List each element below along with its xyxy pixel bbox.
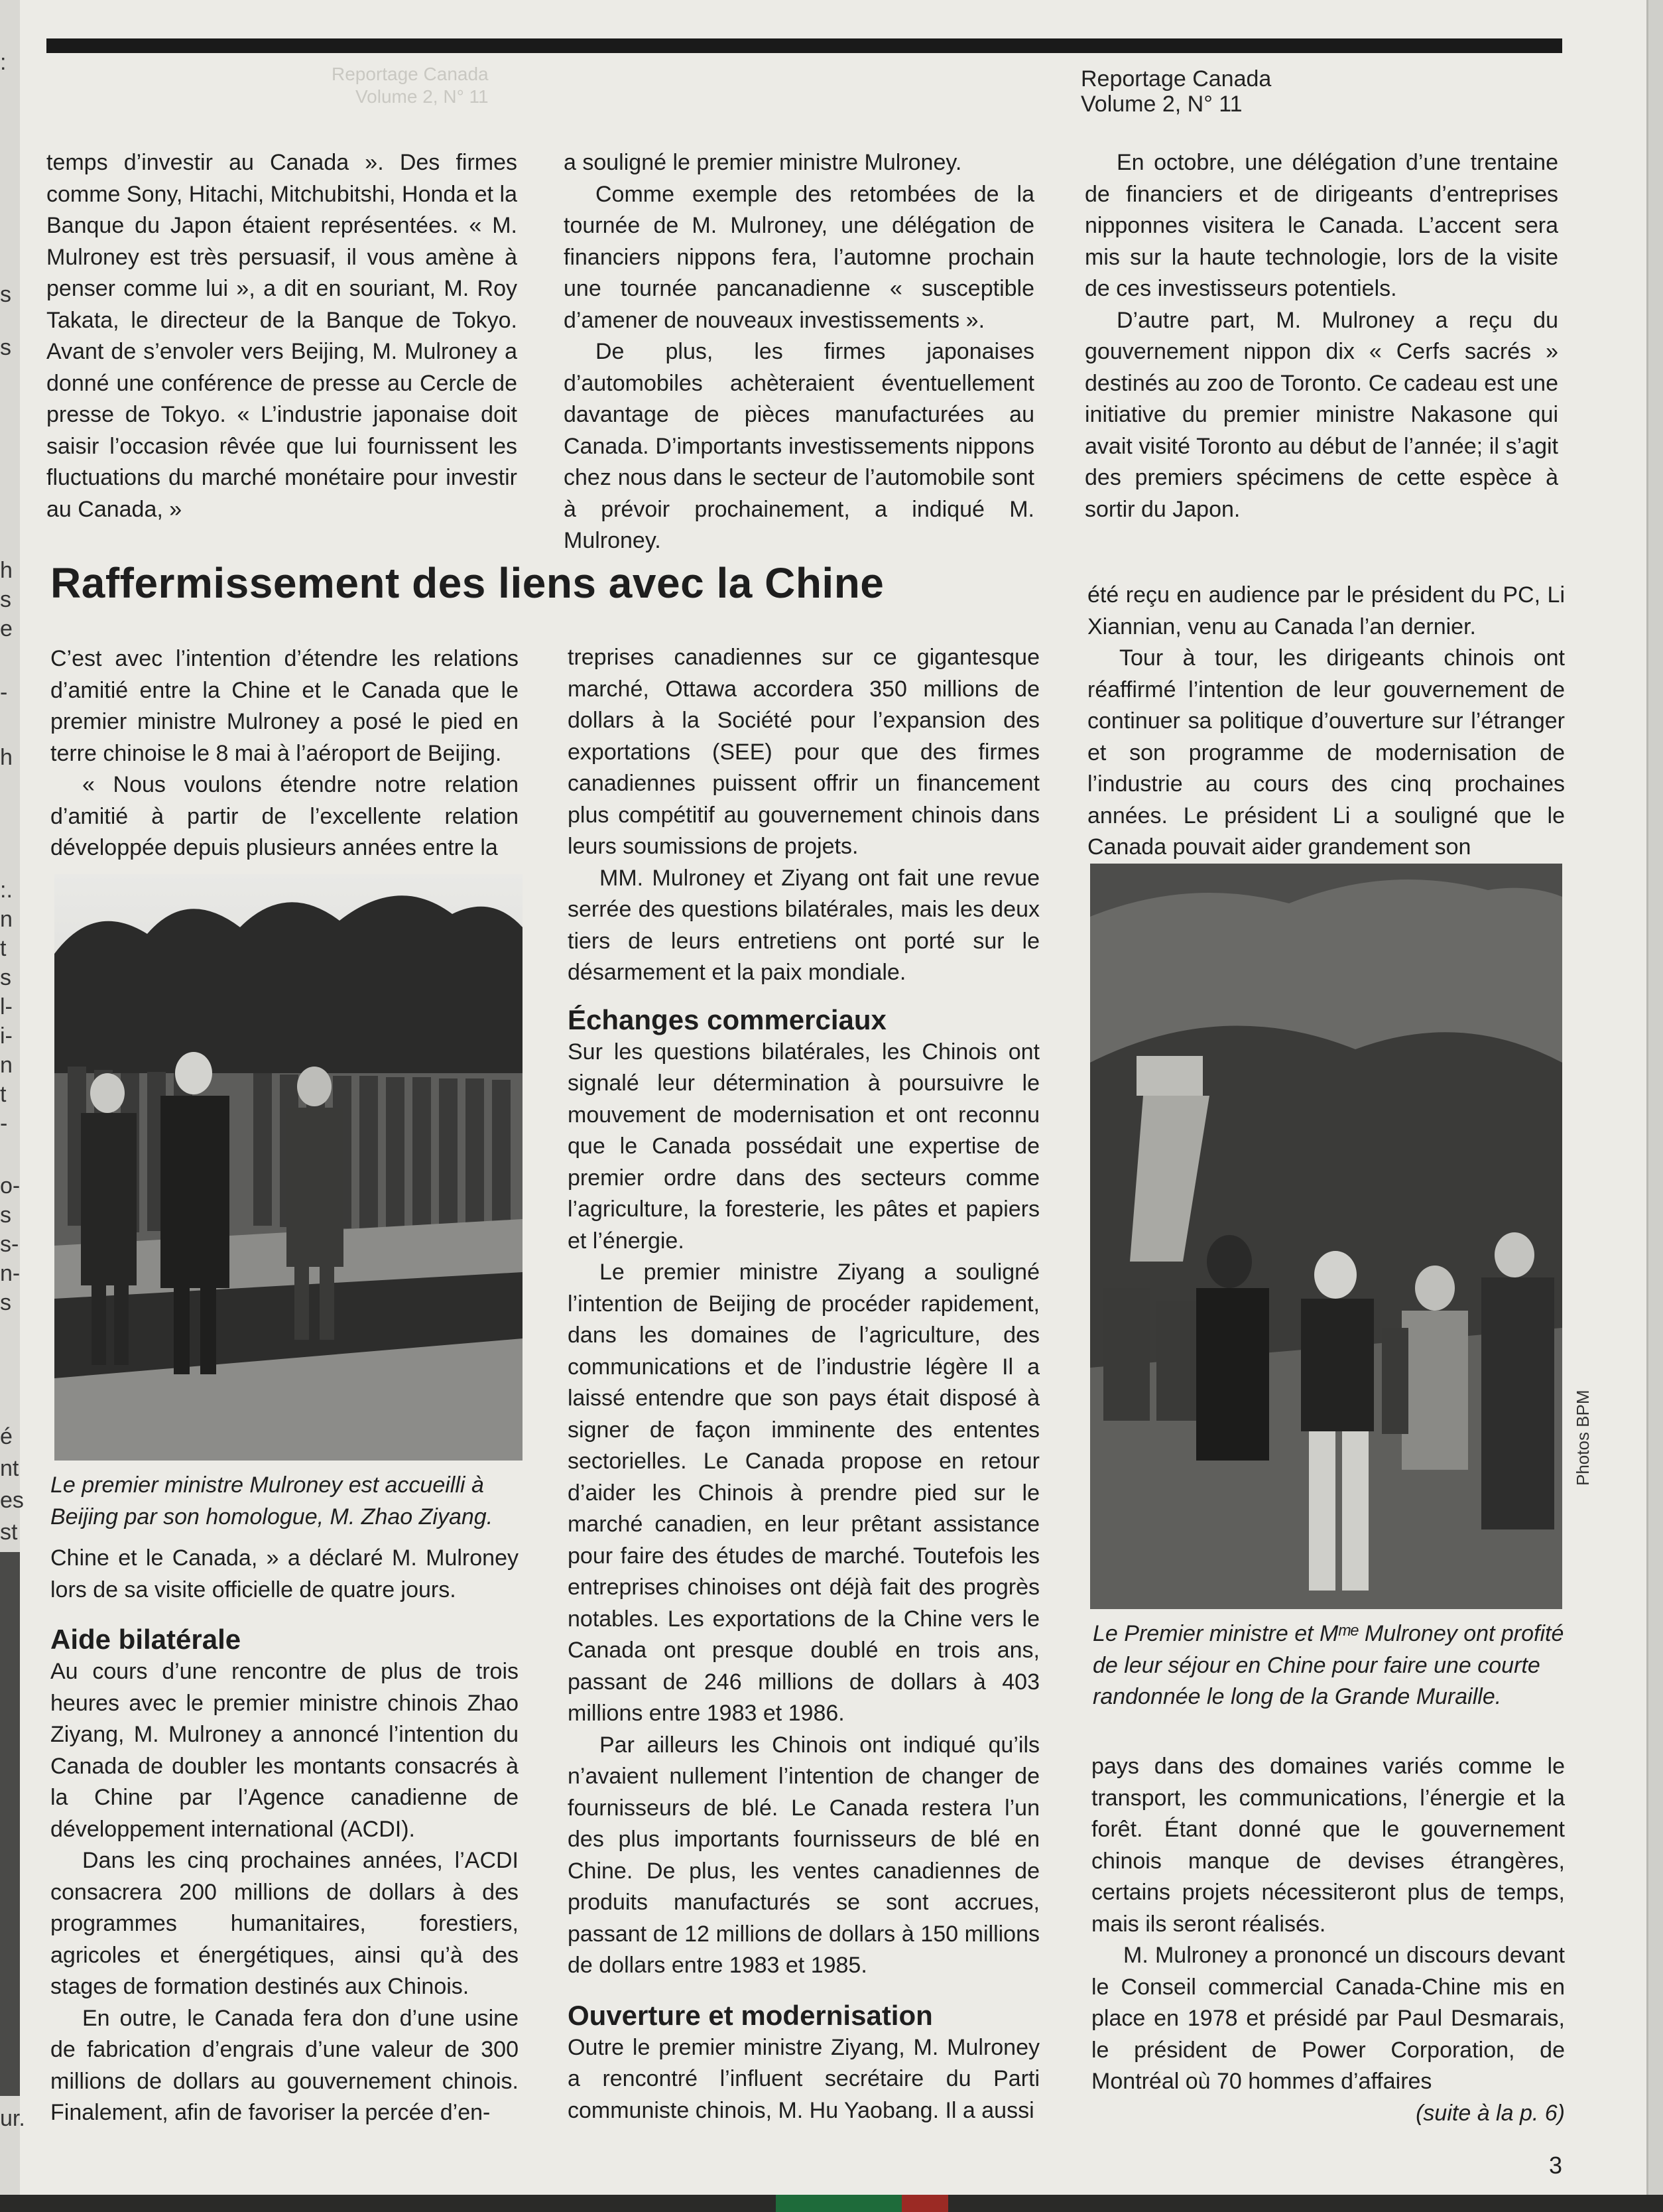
caption-text: Le Premier ministre et Mᵐᵉ Mulroney ont profité de leur séjour en Chine pour faire une courte randonnée le long de la Grande Muraille. bbox=[1093, 1621, 1564, 1709]
paragraph: Outre le premier ministre Ziyang, M. Mulroney a rencontré l’influent secrétaire du Parti communiste chinois, M. Hu Yaobang. Il a aussi bbox=[568, 2034, 1040, 2123]
ghost-line: Reportage Canada bbox=[332, 64, 489, 84]
article-column-1-bottom bbox=[50, 1543, 519, 2129]
paragraph: treprises canadiennes sur ce gigantesque marché, Ottawa accordera 350 millions de dollars à la Société pour l’expansion des exportations (SEE) pour que des firmes canadiennes puissent offrir un financement plus compétitif au gouvernement chinois dans leurs soumissions de projets. bbox=[568, 645, 1040, 859]
neighbor-fragment: - bbox=[0, 680, 8, 705]
photo-great-wall bbox=[1090, 864, 1562, 1609]
article-column-1-top bbox=[50, 643, 519, 864]
bottom-edge-strip bbox=[0, 2195, 1663, 2212]
continued-note: (suite à la p. 6) bbox=[1416, 2100, 1565, 2126]
page-gutter-right bbox=[1646, 0, 1663, 2212]
paragraph: a souligné le premier ministre Mulroney. bbox=[564, 150, 962, 175]
paragraph: MM. Mulroney et Ziyang ont fait une revue serrée des questions bilatérales, mais les deux tiers de leurs entretiens ont porté sur le désarmement et la paix mondiale. bbox=[568, 865, 1040, 985]
paragraph: Sur les questions bilatérales, les Chinois ont signalé leur détermination à poursuivre le mouvement de modernisation et ont reconnu que le Canada possédait une expertise de premier ordre dans des secteurs comme l’agriculture, la foresterie, les pâtes et papiers et l’énergie. bbox=[568, 1039, 1040, 1254]
paragraph: temps d’investir au Canada ». Des firmes comme Sony, Hitachi, Mitchubitshi, Honda et la Banque du Japon étaient représentées. « M. Mulroney est très persuasif, il vous amène à penser comme lui », a dit en souriant, M. Roy Takata, le directeur de la Banque de Tokyo. Avant de s’envoler vers Beijing, M. Mulroney a donné une conférence de presse au Cercle de presse de Tokyo. « L’industrie japonaise doit saisir l’occasion rêvée que lui fournissent les fluctuations du marché monétaire pour investir au Canada, » bbox=[46, 150, 517, 522]
paragraph: D’autre part, M. Mulroney a reçu du gouvernement nippon dix « Cerfs sacrés » destinés au zoo de Toronto. Ce cadeau est une initiative du premier ministre Nakasone qui avait visité Toronto au début de l’année; il s’agit des premiers spécimens de cette espèce à sortir du Japon. bbox=[1085, 307, 1558, 522]
neighbor-fragment: n bbox=[0, 1053, 13, 1078]
article-column-3-top bbox=[1087, 580, 1565, 864]
issue-number: Volume 2, N° 11 bbox=[1081, 92, 1243, 117]
photo-image bbox=[1090, 864, 1562, 1609]
neighbor-fragment: s bbox=[0, 335, 11, 360]
paragraph: Au cours d’une rencontre de plus de trois heures avec le premier ministre chinois Zhao Ziyang, M. Mulroney a annoncé l’intention du Canada de doubler les montants consacrés à la Chine par l’Agence canadienne de développement international (ACDI). bbox=[50, 1659, 519, 1842]
top-column-2 bbox=[564, 147, 1034, 557]
neighbor-fragment: i- bbox=[0, 1023, 13, 1049]
publication-name: Reportage Canada bbox=[1081, 66, 1272, 92]
neighbor-fragment: :. bbox=[0, 878, 13, 903]
header-rule bbox=[46, 38, 1562, 53]
color-strip-red bbox=[902, 2195, 948, 2212]
neighbor-fragment: - bbox=[0, 1111, 8, 1136]
ghost-line: Volume 2, N° 11 bbox=[355, 86, 489, 107]
paragraph: M. Mulroney a prononcé un discours devant le Conseil commercial Canada-Chine mis en place en 1978 et présidé par Paul Desmarais, le président de Power Corporation, de Montréal où 70 hommes d’affaires bbox=[1091, 1943, 1565, 2094]
article-column-3-bottom bbox=[1091, 1751, 1565, 2129]
top-column-3 bbox=[1085, 147, 1558, 525]
photo-credit: Photos BPM bbox=[1573, 1390, 1593, 1486]
show-through-text bbox=[332, 63, 489, 108]
neighbor-photo-fragment bbox=[0, 1552, 20, 2096]
neighbor-fragment: s bbox=[0, 587, 11, 612]
neighbor-fragment: nt bbox=[0, 1456, 19, 1481]
neighbor-fragment: st bbox=[0, 1520, 18, 1545]
neighbor-fragment: o- bbox=[0, 1173, 21, 1199]
paragraph: pays dans des domaines variés comme le transport, les communications, l’énergie et la forêt. Étant donné que le gouvernement chinois manque de devises étrangères, certains projets nécessiteront plus de temps, mais ils seront réalisés. bbox=[1091, 1754, 1565, 1937]
neighbor-fragment: s bbox=[0, 965, 11, 990]
publication-header bbox=[1081, 66, 1271, 117]
subheading-aide-bilaterale: Aide bilatérale bbox=[50, 1624, 241, 1655]
article-column-2 bbox=[568, 642, 1040, 2126]
neighbor-fragment: s- bbox=[0, 1232, 19, 1257]
neighbor-fragment: t bbox=[0, 936, 7, 961]
subheading-ouverture-modernisation: Ouverture et modernisation bbox=[568, 1999, 933, 2031]
neighbor-fragment: s bbox=[0, 1290, 11, 1315]
paragraph: En outre, le Canada fera don d’une usine de fabrication d’engrais d’une valeur de 300 millions de dollars au gouvernement chinois. Finalement, afin de favoriser la percée d’en- bbox=[50, 2005, 519, 2125]
caption-photo-1 bbox=[50, 1470, 521, 1533]
paragraph: été reçu en audience par le président du PC, Li Xiannian, venu au Canada l’an dernier. bbox=[1087, 582, 1565, 639]
paragraph: Par ailleurs les Chinois ont indiqué qu’ils n’avaient nullement l’intention de changer de fournisseurs de blé. Le Canada restera l’un des plus importants fournisseurs de blé en Chine. De plus, les ventes canadiennes de produits manufacturés se sont accrues, passant de 12 millions de dollars à 150 millions de dollars entre 1983 et 1985. bbox=[568, 1732, 1040, 1978]
paragraph: Tour à tour, les dirigeants chinois ont réaffirmé l’intention de leur gouvernement de continuer sa politique d’ouverture sur l’étranger et son programme de modernisation de l’industrie au cours des cinq prochaines années. Le président Li a souligné que le Canada pouvait aider grandement son bbox=[1087, 645, 1565, 860]
page-number: 3 bbox=[1549, 2152, 1563, 2179]
neighbor-fragment: h bbox=[0, 745, 13, 770]
neighbor-fragment: ur. bbox=[0, 2106, 25, 2131]
neighbor-fragment: es bbox=[0, 1488, 24, 1513]
paragraph: Chine et le Canada, » a déclaré M. Mulroney lors de sa visite officielle de quatre jours. bbox=[50, 1545, 519, 1602]
neighbor-fragment: s bbox=[0, 282, 11, 307]
neighbor-fragment: : bbox=[0, 50, 7, 75]
paragraph: Dans les cinq prochaines années, l’ACDI consacrera 200 millions de dollars à des programmes humanitaires, forestiers, agricoles et énergétiques, ainsi qu’à des stages de formation destinés aux Chinois. bbox=[50, 1848, 519, 1999]
paragraph: En octobre, une délégation d’une trentaine de financiers et de dirigeants d’entreprises nipponnes visitera le Canada. L’accent sera mis sur la haute technologie, lors de la visite de ces investisseurs potentiels. bbox=[1085, 150, 1558, 301]
article-headline: Raffermissement des liens avec la Chine bbox=[50, 559, 885, 607]
neighbor-fragment: n- bbox=[0, 1261, 21, 1286]
paragraph: C’est avec l’intention d’étendre les relations d’amitié entre la Chine et le Canada que le premier ministre Mulroney a posé le pied en terre chinoise le 8 mai à l’aéroport de Beijing. bbox=[50, 646, 519, 766]
caption-text: Le premier ministre Mulroney est accueilli à Beijing par son homologue, M. Zhao Ziyang. bbox=[50, 1472, 493, 1529]
paragraph: Comme exemple des retombées de la tournée de M. Mulroney, une délégation de financiers nippons fera, l’automne prochain une tournée pancanadienne « susceptible d’amener de nouveaux investissements ». bbox=[564, 181, 1034, 333]
caption-photo-2 bbox=[1093, 1618, 1566, 1713]
top-column-1 bbox=[46, 147, 517, 525]
photo-image bbox=[54, 874, 523, 1461]
paragraph: De plus, les firmes japonaises d’automobiles achèteraient éventuellement davantage de pièces manufacturées au Canada. D’importants investissements nippons chez nous dans le secteur de l’automobile sont à prévoir prochainement, a indiqué M. Mulroney. bbox=[564, 339, 1034, 553]
neighbor-fragment: e bbox=[0, 616, 13, 641]
neighbor-fragment: é bbox=[0, 1424, 13, 1449]
neighbor-fragment: l- bbox=[0, 994, 13, 1019]
neighbor-fragment: s bbox=[0, 1203, 11, 1228]
neighbor-fragment: h bbox=[0, 558, 13, 583]
photo-arrival-beijing bbox=[54, 874, 523, 1461]
paragraph: « Nous voulons étendre notre relation d’amitié à partir de l’excellente relation développée depuis plusieurs années entre la bbox=[50, 772, 519, 860]
color-strip-green bbox=[776, 2195, 902, 2212]
paragraph: Le premier ministre Ziyang a souligné l’intention de Beijing de procéder rapidement, dans les domaines de l’agriculture, des communications et de l’industrie légère Il a laissé entendre que son pays était disposé à signer de façon imminente des ententes sectorielles. Le Canada propose en retour d’aider les Chinois à prendre pied sur le marché canadien, en leur prêtant assistance pour faire des études de marché. Toutefois les entreprises chinoises ont déjà fait des progrès notables. Les exportations de la Chine vers le Canada ont presque doublé en trois ans, passant de 246 millions de dollars à 403 millions entre 1983 et 1986. bbox=[568, 1260, 1040, 1726]
neighbor-fragment: n bbox=[0, 907, 13, 932]
neighbor-fragment: t bbox=[0, 1082, 7, 1107]
subheading-echanges-commerciaux: Échanges commerciaux bbox=[568, 1004, 887, 1035]
